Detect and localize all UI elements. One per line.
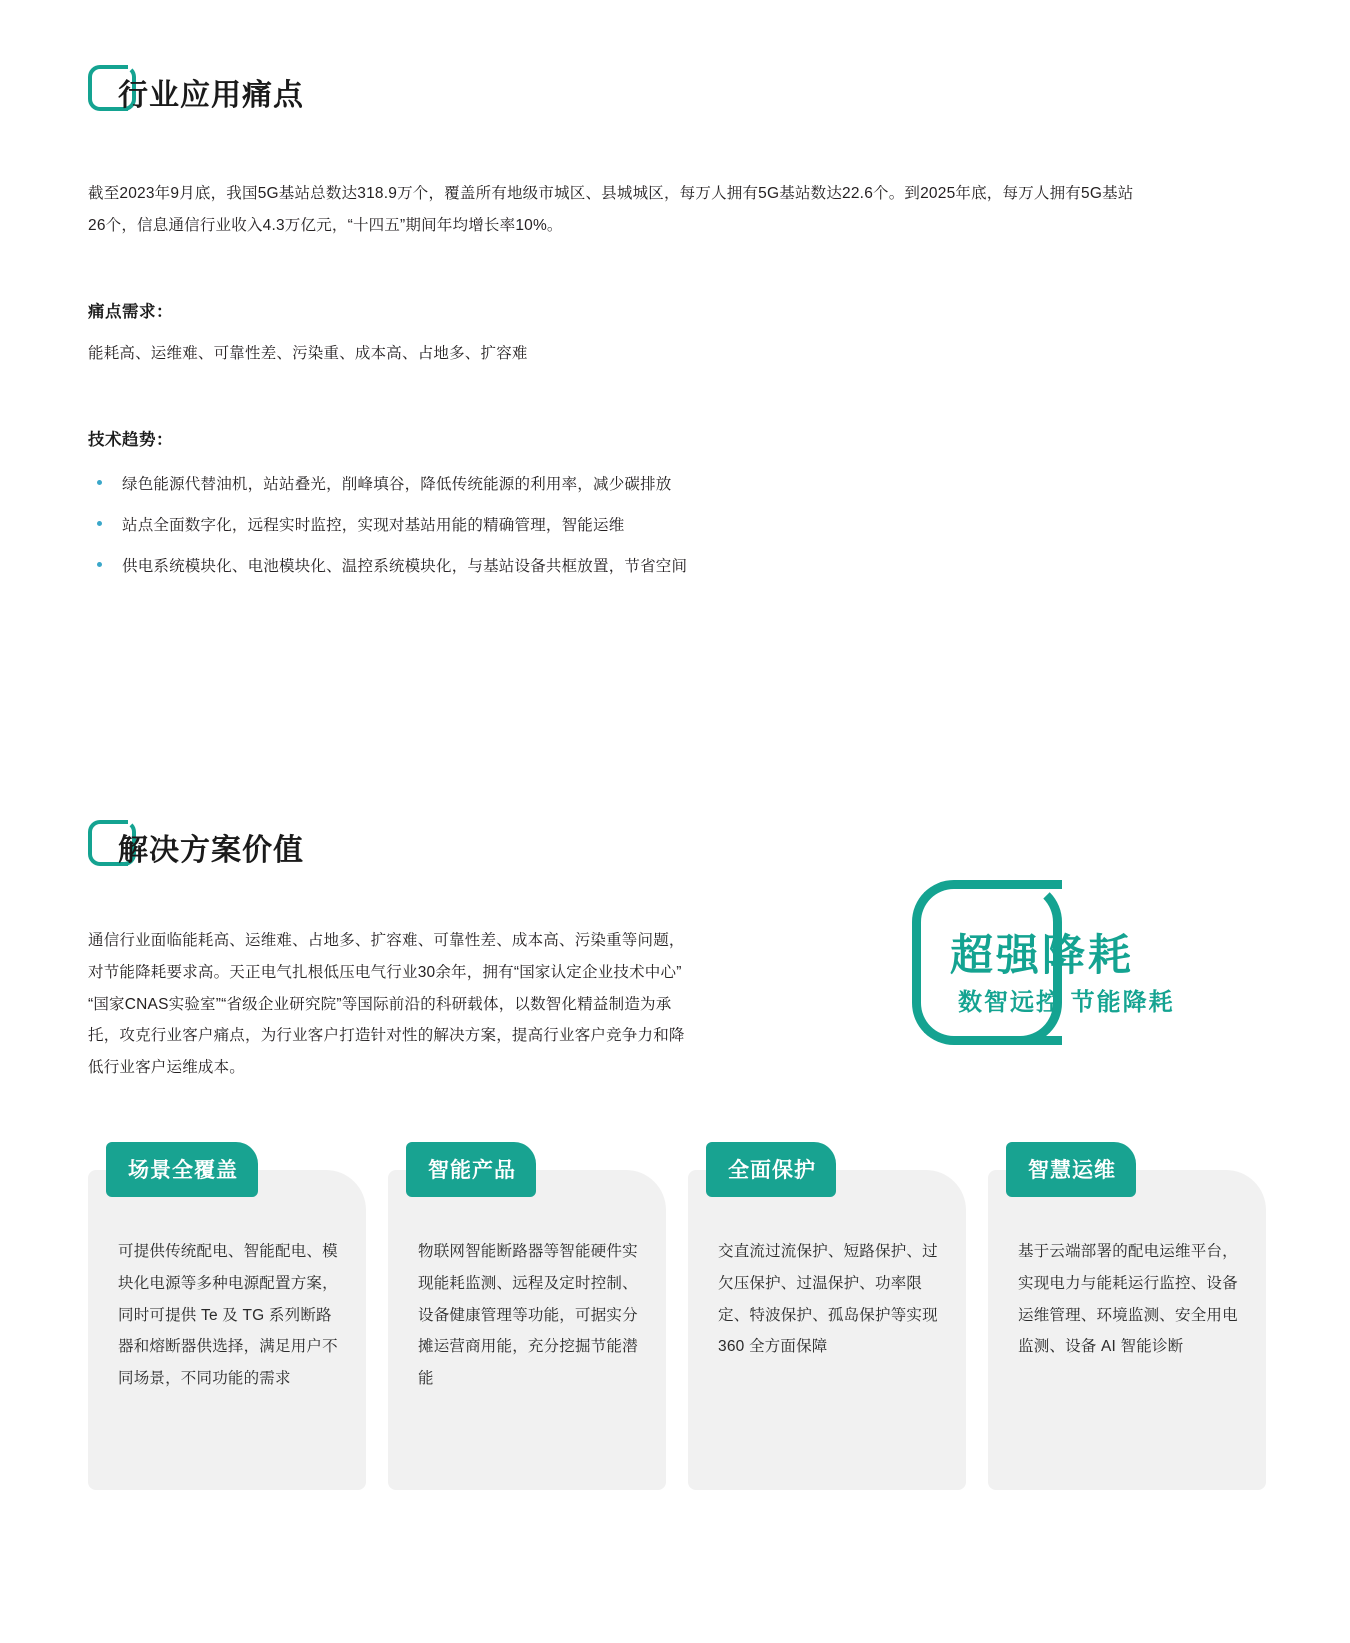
card-tag-label: 智能产品 xyxy=(406,1142,536,1197)
section-heading-pain-points xyxy=(88,65,304,127)
section-heading-solution-value xyxy=(88,820,304,882)
card-tag-label: 智慧运维 xyxy=(1006,1142,1136,1197)
card-tag-label: 全面保护 xyxy=(706,1142,836,1197)
list-item: 供电系统模块化、电池模块化、温控系统模块化，与基站设备共框放置，节省空间 xyxy=(88,554,1128,576)
list-item: 站点全面数字化，远程实时监控，实现对基站用能的精确管理，智能运维 xyxy=(88,513,1128,535)
card-body-text: 可提供传统配电、智能配电、模块化电源等多种电源配置方案，同时可提供 Te 及 TG 系列断路器和熔断器供选择，满足用户不同场景，不同功能的需求 xyxy=(118,1243,338,1388)
value-card xyxy=(88,1159,366,1490)
subtitle-tech-trend: 技术趋势： xyxy=(88,431,173,449)
badge-sub-text: 数智远控 节能降耗 xyxy=(958,989,1175,1016)
list-item: 绿色能源代替油机，站站叠光，削峰填谷，降低传统能源的利用率，减少碳排放 xyxy=(88,472,1128,494)
value-card-list xyxy=(88,1159,1268,1490)
card-body-text: 基于云端部署的配电运维平台，实现电力与能耗运行监控、设备运维管理、环境监测、安全用电监测、设备 AI 智能诊断 xyxy=(1018,1243,1238,1356)
subtitle-pain-demand: 痛点需求： xyxy=(88,303,173,321)
value-card xyxy=(388,1159,666,1490)
pain-demand-text: 能耗高、运维难、可靠性差、污染重、成本高、占地多、扩容难 xyxy=(88,345,528,362)
section-title-pain-points: 行业应用痛点 xyxy=(118,79,304,112)
card-tag-label: 场景全覆盖 xyxy=(106,1142,258,1197)
card-body-text: 物联网智能断路器等智能硬件实现能耗监测、远程及定时控制、设备健康管理等功能，可据实分摊运营商用能，充分挖掘节能潜能 xyxy=(418,1243,638,1388)
section-title-solution-value: 解决方案价值 xyxy=(118,834,304,867)
value-card xyxy=(688,1159,966,1490)
card-body-text: 交直流过流保护、短路保护、过欠压保护、过温保护、功率限定、特波保护、孤岛保护等实现 360 全方面保障 xyxy=(718,1243,938,1356)
tech-trend-list xyxy=(88,472,1128,595)
value-card xyxy=(988,1159,1266,1490)
badge-main-text: 超强降耗 xyxy=(950,932,1134,980)
intro-paragraph-pain-points: 截至2023年9月底，我国5G基站总数达318.9万个，覆盖所有地级市城区、县城城区，每万人拥有5G基站数达22.6个。到2025年底，每万人拥有5G基站26个，信息通信行业收入4.3万亿元，“十四五”期间年均增长率10%。 xyxy=(88,185,1134,234)
intro-paragraph-solution-value: 通信行业面临能耗高、运维难、占地多、扩容难、可靠性差、成本高、污染重等问题，对节能降耗要求高。天正电气扎根低压电气行业30余年，拥有“国家认定企业技术中心”“国家CNAS实验室”“省级企业研究院”等国际前沿的科研载体，以数智化精益制造为承托，攻克行业客户痛点，为行业客户打造针对性的解决方案，提高行业客户竞争力和降低行业客户运维成本。 xyxy=(88,932,685,1077)
highlight-badge xyxy=(912,880,1177,1045)
